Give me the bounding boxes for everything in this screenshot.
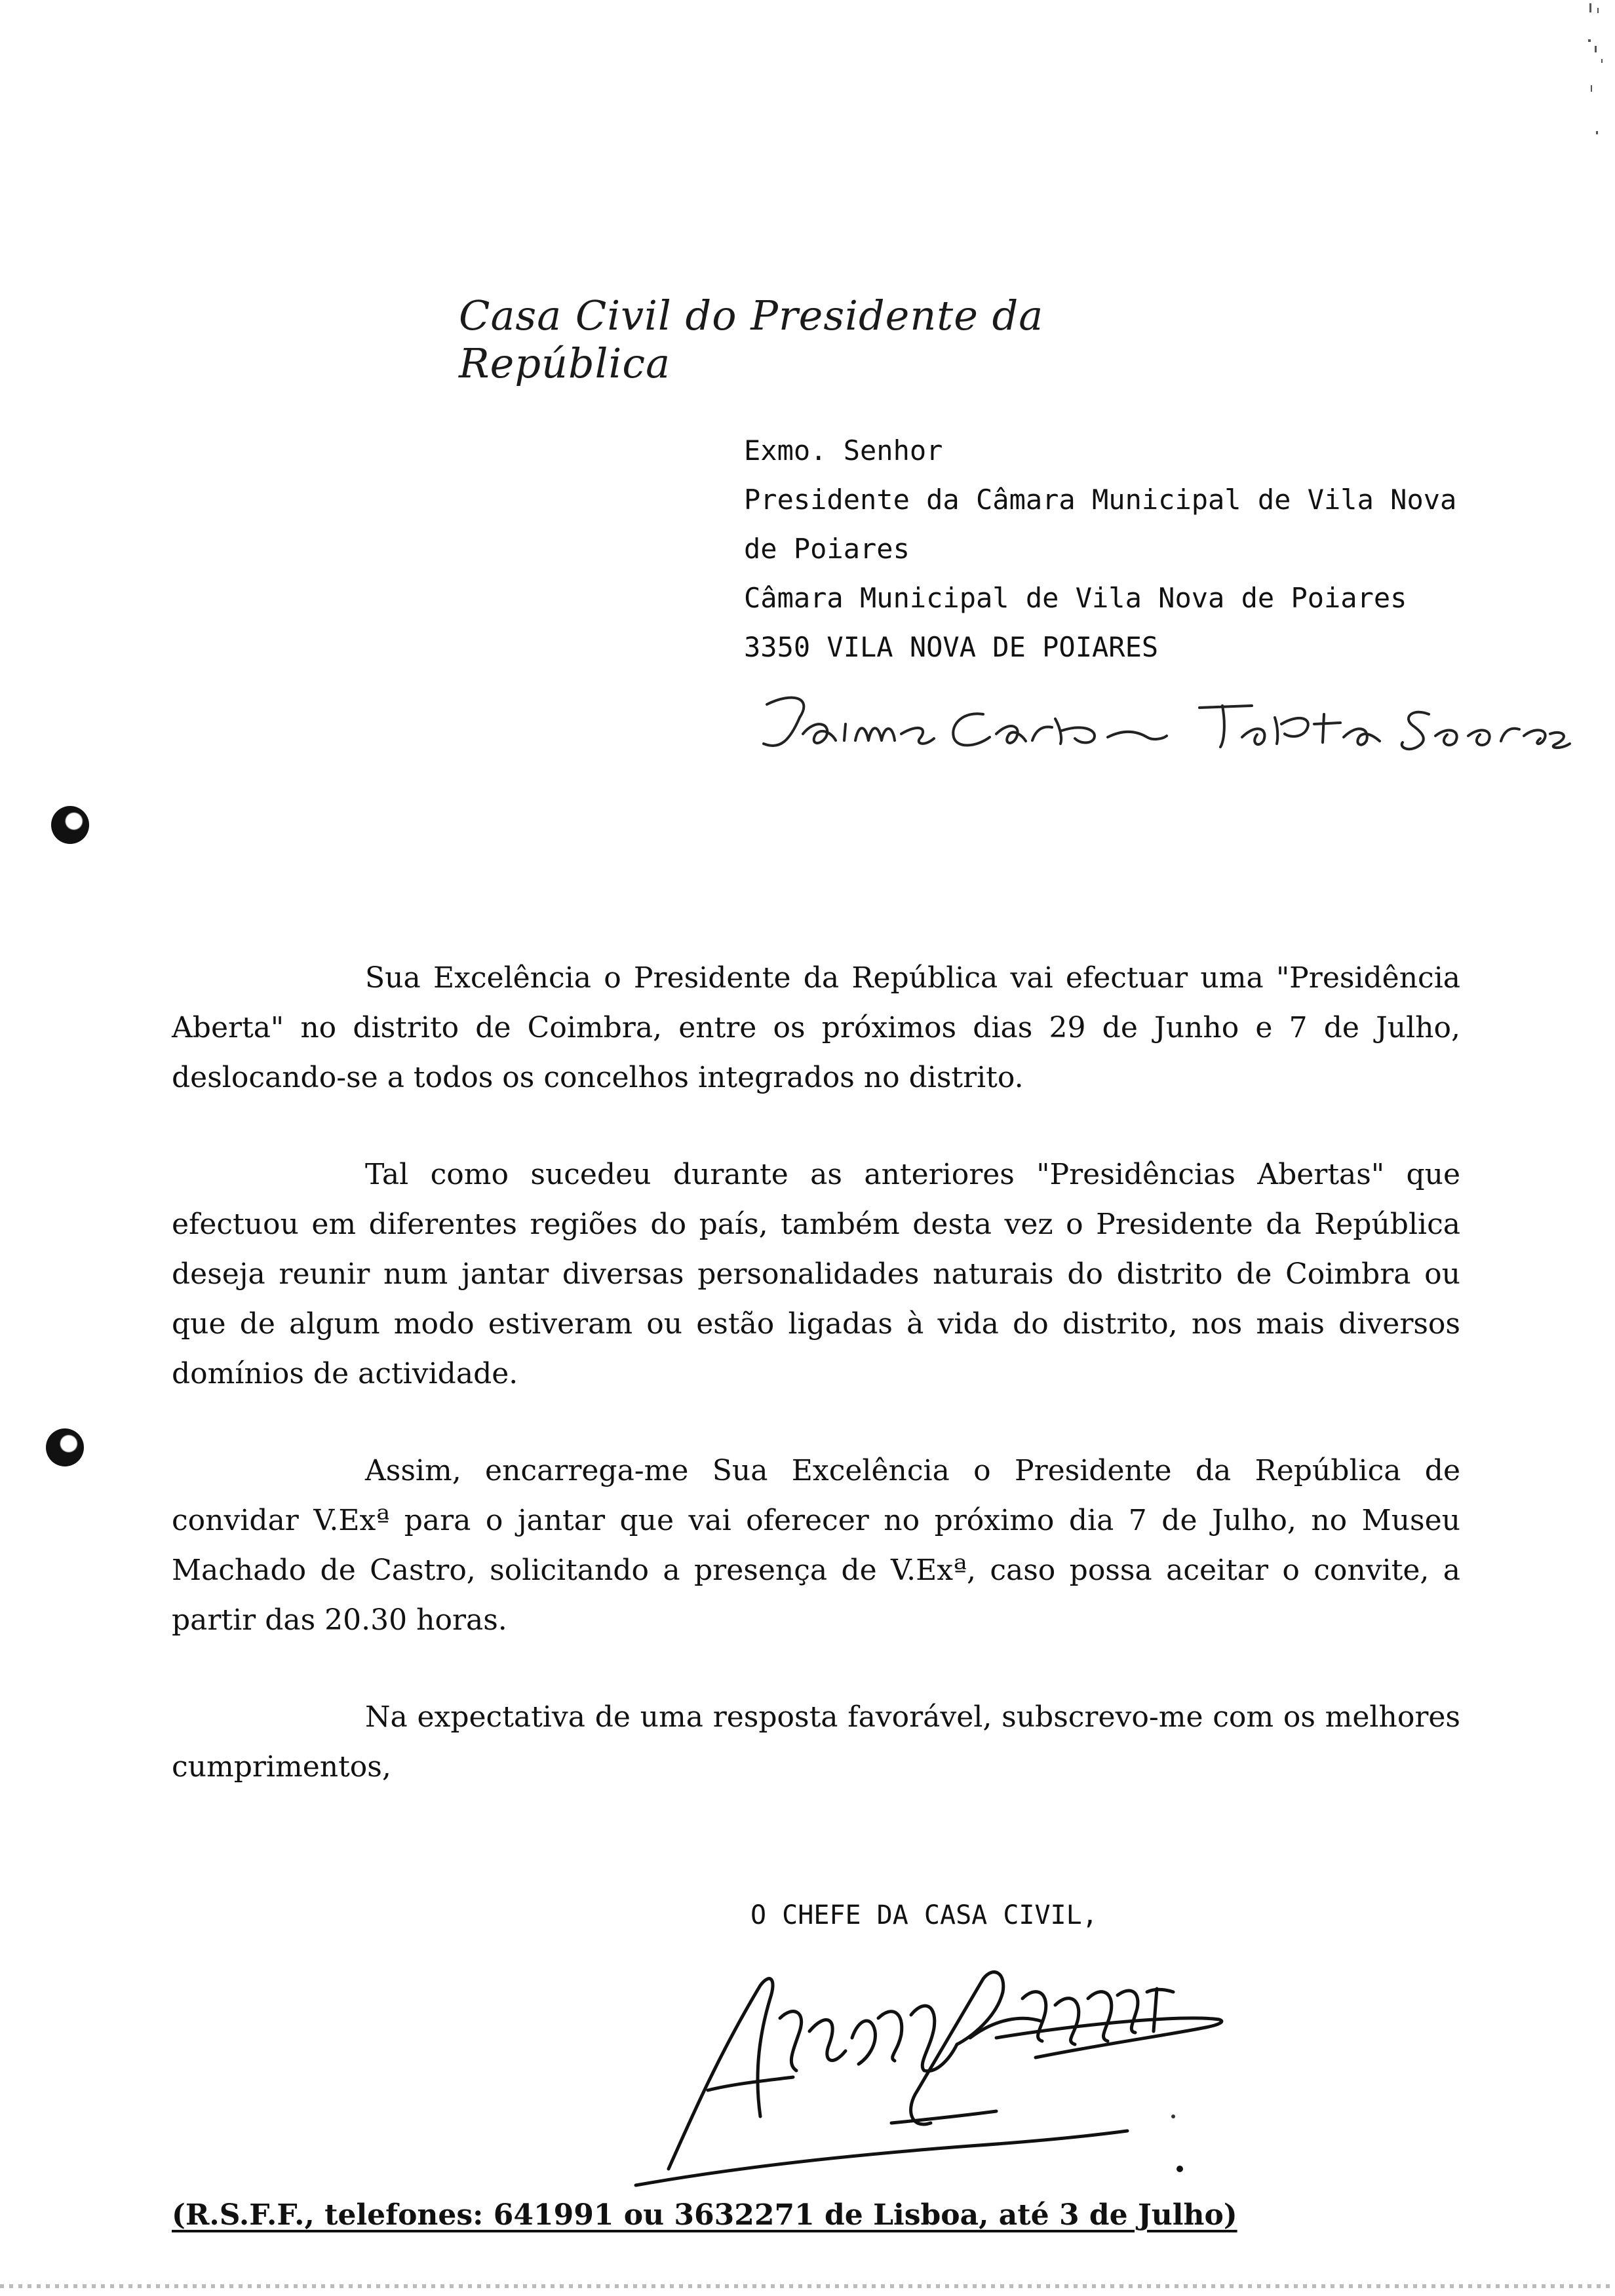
scan-bottom-edge	[0, 2284, 1615, 2288]
closing-title: O CHEFE DA CASA CIVIL,	[750, 1900, 1098, 1930]
recipient-line: 3350 VILA NOVA DE POIARES	[744, 631, 1159, 663]
recipient-line: Câmara Municipal de Vila Nova de Poiares	[744, 582, 1407, 614]
punch-hole	[51, 806, 89, 844]
body-paragraph: Tal como sucedeu durante as anteriores "Presidências Abertas" que efectuou em diferentes regiões do país, também desta vez o Presidente da República deseja reunir num jantar diversas personalidades naturais do distrito de Coimbra ou que de algum modo estiveram ou estão ligadas à vida do distrito, nos mais diversos domínios de actividade.	[172, 1158, 1460, 1390]
footer-note: (R.S.F.F., telefones: 641991 ou 3632271 de Lisboa, até 3 de Julho)	[172, 2198, 1237, 2232]
letterhead: Casa Civil do Presidente da República	[459, 292, 1044, 387]
handwritten-name	[754, 678, 1573, 776]
signature	[629, 1959, 1245, 2189]
body-paragraph: Na expectativa de uma resposta favorável, subscrevo-me com os melhores cumprimentos,	[172, 1700, 1460, 1784]
scan-edge-marks	[1576, 0, 1609, 170]
recipient-salutation: Exmo. Senhor	[744, 434, 943, 467]
letter-body	[172, 953, 1460, 1839]
recipient-line: Presidente da Câmara Municipal de Vila Nova	[744, 484, 1457, 516]
body-paragraph: Assim, encarrega-me Sua Excelência o Presidente da República de convidar V.Exª para o jantar que vai oferecer no próximo dia 7 de Julho, no Museu Machado de Castro, solicitando a presença de V.Exª, caso possa aceitar o convite, a partir das 20.30 horas.	[172, 1454, 1460, 1637]
recipient-line: de Poiares	[744, 533, 910, 565]
punch-hole	[46, 1428, 84, 1466]
recipient-address	[744, 426, 1530, 672]
body-paragraph: Sua Excelência o Presidente da República vai efectuar uma "Presidência Aberta" no distrito de Coimbra, entre os próximos dias 29 de Junho e 7 de Julho, deslocando-se a todos os concelhos integrados no distrito.	[172, 961, 1460, 1094]
